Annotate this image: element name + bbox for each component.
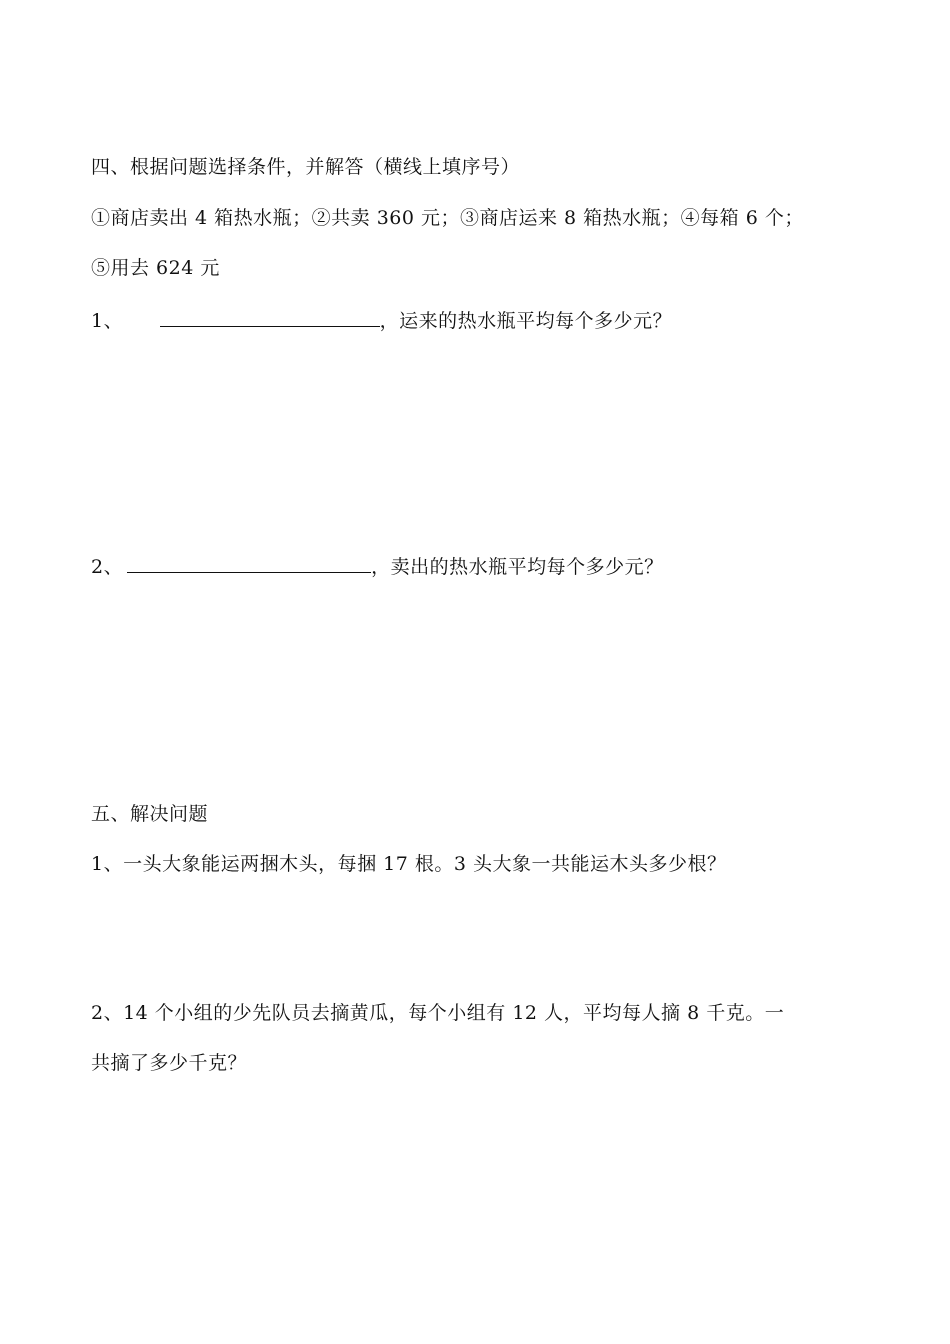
question-number: 1、 bbox=[91, 310, 124, 332]
answer-blank-2[interactable] bbox=[127, 552, 371, 573]
section-4-question-1 bbox=[91, 306, 672, 334]
section-5-heading: 五、解决问题 bbox=[91, 803, 209, 825]
answer-blank-1[interactable] bbox=[160, 306, 380, 327]
section-5-question-2-line-1: 2、14 个小组的少先队员去摘黄瓜，每个小组有 12 人，平均每人摘 8 千克。一 bbox=[91, 1002, 785, 1024]
section-5-question-2-line-2: 共摘了多少千克？ bbox=[91, 1052, 248, 1074]
question-number: 2、 bbox=[91, 556, 124, 578]
question-text: ，卖出的热水瓶平均每个多少元？ bbox=[371, 556, 664, 578]
section-4-question-2 bbox=[91, 552, 664, 580]
conditions-line-1: ①商店卖出 4 箱热水瓶；②共卖 360 元；③商店运来 8 箱热水瓶；④每箱 6 个； bbox=[91, 207, 804, 229]
section-5-question-1: 1、一头大象能运两捆木头，每捆 17 根。3 头大象一共能运木头多少根？ bbox=[91, 853, 727, 875]
question-text: ，运来的热水瓶平均每个多少元？ bbox=[379, 310, 673, 332]
conditions-line-2: ⑤用去 624 元 bbox=[91, 257, 220, 279]
section-4-heading: 四、根据问题选择条件，并解答（横线上填序号） bbox=[91, 156, 521, 178]
